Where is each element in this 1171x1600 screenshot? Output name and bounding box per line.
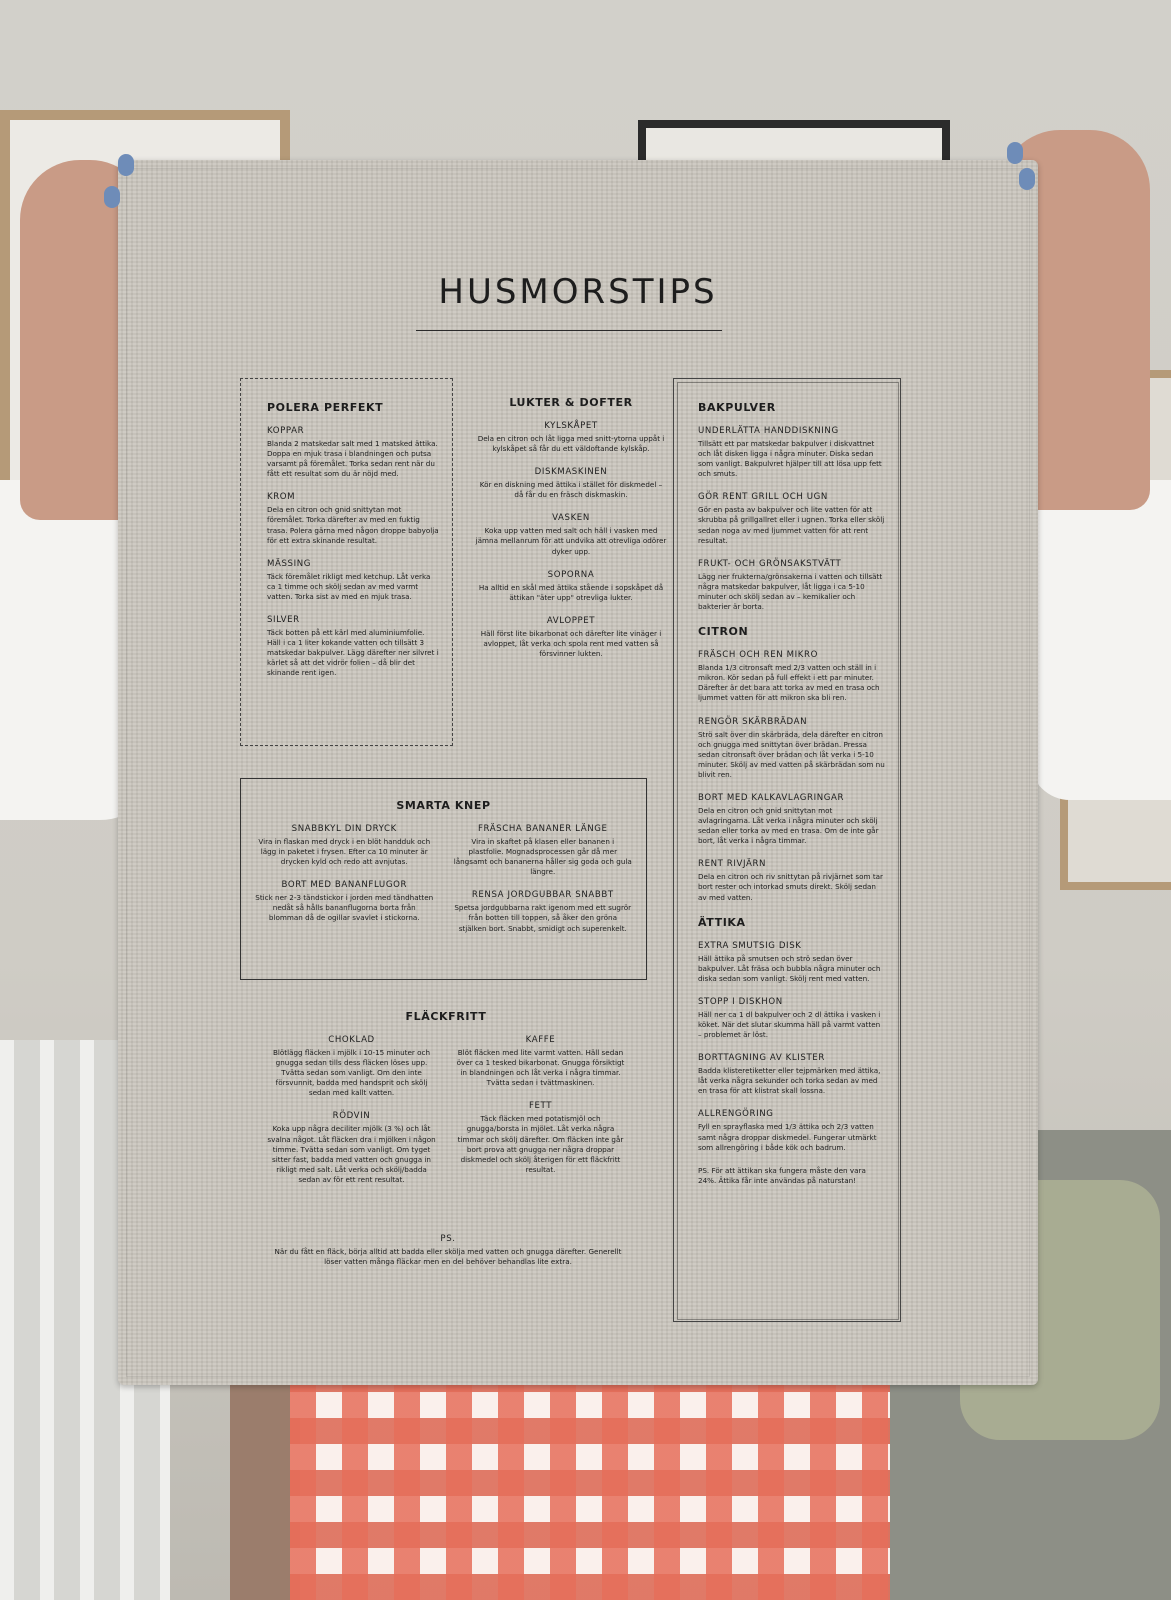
- tip-text: Blanda 1/3 citronsaft med 2/3 vatten och ställ in i mikron. Kör sedan på full effekt i ett par minuter. Därefter är det bara att torka av med en trasa och ljummet vatten för att mikron ska bli ren.: [698, 663, 880, 703]
- tip-title: RENT RIVJÄRN: [698, 859, 767, 870]
- tip-title: BORTTAGNING AV KLISTER: [698, 1053, 825, 1064]
- tip-text: Vira in flaskan med dryck i en blöt handduk och lägg in paketet i frysen. Efter ca 10 minuter är drycken kyld och redo att avnjutas.: [258, 837, 431, 867]
- knep-left-column: [255, 824, 434, 947]
- tip-title: SNABBKYL DIN DRYCK: [291, 824, 397, 834]
- tip-title: KROM: [267, 492, 296, 503]
- tip-title: KYLSKÅPET: [544, 421, 598, 431]
- tip-title: RENSA JORDGUBBAR SNABBT: [471, 890, 614, 901]
- section-heading: BAKPULVER: [698, 401, 776, 414]
- tip-text: Koka upp vatten med salt och häll i vasken med jämna mellanrum för att undvika att otrevliga odörer dyker upp.: [475, 526, 667, 556]
- towel-title: HUSMORSTIPS: [438, 272, 718, 312]
- tip-title: MÄSSING: [267, 558, 312, 569]
- tip-text: Spetsa jordgubbarna rakt igenom med ett sugrör från botten till toppen, så åker den gröna stjälken bort. Snabbt, smidigt och superenkelt.: [454, 903, 632, 933]
- tip-item: [475, 616, 667, 659]
- tip-title: GÖR RENT GRILL OCH UGN: [698, 492, 828, 503]
- ps-text: När du fått en fläck, börja alltid att badda eller skölja med vatten och gnugga därefter. Generellt löser vatten många fläckar men en del behöver behandlas lite extra.: [274, 1247, 622, 1267]
- lukter-dofter-section: [475, 396, 667, 672]
- tip-title: ALLRENGÖRING: [698, 1109, 774, 1120]
- tip-text: Gör en pasta av bakpulver och lite vatten för att skrubba på grillgallret eller i ugnen. Torka eller skölj sedan noga av med ljummet vatten för att rent resultat.: [698, 505, 885, 545]
- tip-title: RENGÖR SKÄRBRÄDAN: [698, 716, 808, 727]
- tip-title: KOPPAR: [267, 426, 305, 436]
- section-heading: ÄTTIKA: [698, 915, 746, 929]
- bakpulver-citron-attika-panel: [673, 378, 901, 1322]
- tip-text: Blanda 2 matskedar salt med 1 matsked ättika. Doppa en mjuk trasa i blandningen och putsa varsamt på föremålet. Torka sedan rent när du fått ett resultat som du är nöjd med.: [267, 439, 438, 479]
- tip-text: Lägg ner frukterna/grönsakerna i vatten och tillsätt några matskedar bakpulver, låt ligga i ca 5-10 minuter och skölj sedan av – kemikalier och bakterier är borta.: [698, 571, 883, 612]
- tip-text: Dela en citron och gnid snittytan mot föremålet. Torka därefter av med en fuktig trasa. Polera gärna med någon droppe babyolja för ett extra skinande resultat.: [267, 505, 439, 545]
- tip-text: Strö salt över din skärbräda, dela därefter en citron och gnugga med snittytan över brädan. Pressa sedan citronsaft över brädan och låt verka i 5-10 minuter. Skölj av med vatten på skärbrädan som nu blivit ren.: [698, 729, 885, 779]
- tip-title: AVLOPPET: [546, 615, 596, 626]
- tip-text: Häll först lite bikarbonat och därefter lite vinäger i avloppet, låt verka och spola rent med vatten så försvinner lukten.: [480, 628, 662, 659]
- tip-title: DISKMASKINEN: [534, 467, 608, 478]
- tip-title: BORT MED BANANFLUGOR: [281, 880, 408, 891]
- tip-text: Vira in skaftet på klasen eller bananen i plastfolie. Mognadsprocessen går då mer långsamt och bananerna håller sig goda och gula längre.: [453, 837, 632, 877]
- tip-title: STOPP I DISKHON: [698, 996, 783, 1007]
- tip-title: FRUKT- OCH GRÖNSAKSTVÄTT: [698, 558, 842, 569]
- tip-text: Fyll en sprayflaska med 1/3 ättika och 2/3 vatten samt några droppar diskmedel. Fungerar utmärkt som allrengöring i både kök och badrum.: [698, 1122, 877, 1152]
- ps-label: PS.: [440, 1234, 456, 1244]
- tip-item: [475, 467, 667, 500]
- tip-text: Dela en citron och låt ligga med snitt-ytorna uppåt i kylskåpet så får du ett väldoftande kylskåp.: [477, 434, 665, 454]
- smarta-knep-section: [240, 778, 647, 980]
- tip-text: Badda klisteretiketter eller tejpmärken med ättika, låt verka några sekunder och torka sedan av med en trasa för att klistrat skall lossna.: [698, 1066, 881, 1096]
- attika-note: PS. För att ättikan ska fungera måste den vara 24%. Ättika får inte användas på naturstan!: [698, 1165, 866, 1185]
- tip-item: [475, 570, 667, 603]
- ps-note: [268, 1234, 628, 1280]
- linen-tea-towel: [118, 160, 1038, 1385]
- fingernail: [118, 154, 134, 176]
- tip-text: Täck fläcken med potatismjöl och gnugga/borsta in mjölet. Låt verka några timmar och skölj därefter. Om fläcken inte går bort prova att gnugga ner några droppar diskmedel och skölj återigen för ett fläckfritt resultat.: [457, 1114, 624, 1174]
- tip-title: EXTRA SMUTSIG DISK: [698, 940, 802, 951]
- tip-text: Dela en citron och gnid snittytan mot avlagringarna. Låt verka i några minuter och skölj sedan eller torka av med en trasa. Om de inte går bort, låt verka i några timmar.: [698, 805, 879, 846]
- section-heading: LUKTER & DOFTER: [509, 396, 633, 409]
- tip-text: Täck föremålet rikligt med ketchup. Låt verka ca 1 timme och skölj sedan av med varmt vatten. Torka sist av med en mjuk trasa.: [267, 571, 431, 601]
- tip-title: SOPORNA: [547, 569, 595, 580]
- knep-right-column: [454, 824, 633, 947]
- section-heading: FLÄCKFRITT: [405, 1010, 487, 1023]
- tip-title: FETT: [528, 1101, 553, 1112]
- tip-title: KAFFE: [525, 1035, 556, 1045]
- section-heading: CITRON: [698, 625, 749, 639]
- tip-title: UNDERLÄTTA HANDDISKNING: [698, 426, 839, 436]
- tip-text: Häll ner ca 1 dl bakpulver och 2 dl ättika i vasken i köket. När det slutar skumma häll på varmt vatten – problemet är löst.: [698, 1009, 881, 1040]
- flack-right-column: [455, 1035, 626, 1198]
- tip-text: Koka upp några deciliter mjölk (3 %) och låt svalna något. Låt fläcken dra i mjölken i någon timme. Tvätta sedan som vanligt. Om tyget sitter fast, badda med vatten och gnugga in rikligt med salt. Låt verka och skölj/badda sedan av för ett rent resultat.: [267, 1124, 436, 1184]
- tip-text: Stick ner 2-3 tändstickor i jorden med tändhatten nedåt så hålls bananflugorna borta från blomman då de ogillar svavlet i stickorna.: [255, 893, 434, 923]
- tip-item: [475, 421, 667, 454]
- fingernail: [1019, 168, 1035, 190]
- tip-item: [267, 426, 440, 479]
- flackfritt-section: [266, 1010, 626, 1198]
- tip-text: Täck botten på ett kärl med aluminiumfolie. Häll i ca 1 liter kokande vatten och tillsätt 3 matskedar bakpulver. Lägg därefter ner silvret i kärlet så att det vidrör folien – då blir det skinande rent igen.: [267, 628, 439, 678]
- tip-title: BORT MED KALKAVLAGRINGAR: [698, 792, 845, 803]
- right-blouse-sleeve: [1030, 480, 1171, 800]
- tip-text: Tillsätt ett par matskedar bakpulver i diskvattnet och låt disken ligga i några minuter. Diska sedan som vanligt. Bakpulvret hjälper till att lösa upp fett och smuts.: [698, 439, 882, 479]
- tip-text: Blötlägg fläcken i mjölk i 10-15 minuter och gnugga sedan tills dess fläcken löses upp. Tvätta sedan som vanligt. Om den inte försvunnit, badda med handsprit och skölj sedan med kallt vatten.: [272, 1048, 431, 1098]
- gingham-skirt: [290, 1380, 890, 1600]
- tip-item: [475, 513, 667, 556]
- tip-item: [267, 615, 440, 678]
- section-heading: POLERA PERFEKT: [267, 401, 384, 414]
- tip-text: Ha alltid en skål med ättika stående i sopskåpet då ättikan "äter upp" otrevliga lukter.: [478, 582, 664, 602]
- tip-title: FRÄSCHA BANANER LÄNGE: [477, 824, 608, 834]
- flack-left-column: [266, 1035, 437, 1198]
- tip-title: SILVER: [267, 615, 300, 626]
- tip-text: Kör en diskning med ättika i stället för diskmedel – då får du en fräsch diskmaskin.: [479, 480, 663, 500]
- tip-item: [267, 559, 440, 602]
- section-heading: SMARTA KNEP: [396, 799, 491, 812]
- tip-title: RÖDVIN: [332, 1111, 371, 1122]
- tip-title: CHOKLAD: [328, 1035, 375, 1045]
- tip-text: Blöt fläcken med lite varmt vatten. Häll sedan över ca 1 tesked bikarbonat. Gnugga försiktigt in blandningen och låt verka i några timmar. Tvätta sedan i tvättmaskinen.: [456, 1048, 625, 1088]
- tip-text: Häll ättika på smutsen och strö sedan över bakpulver. Låt fräsa och bubbla några minuter och diska sedan som vanligt. Skölj rent med vatten.: [698, 953, 881, 983]
- polera-perfekt-section: [240, 378, 453, 746]
- title-underline: [416, 330, 722, 331]
- tip-title: FRÄSCH OCH REN MIKRO: [698, 650, 818, 661]
- fingernail: [104, 186, 120, 208]
- tip-item: [267, 492, 440, 545]
- fingernail: [1007, 142, 1023, 164]
- tip-title: VASKEN: [552, 513, 590, 524]
- tip-text: Dela en citron och riv snittytan på rivjärnet som tar bort rester och intorkad smuts direkt. Skölj sedan av med vatten.: [698, 872, 884, 902]
